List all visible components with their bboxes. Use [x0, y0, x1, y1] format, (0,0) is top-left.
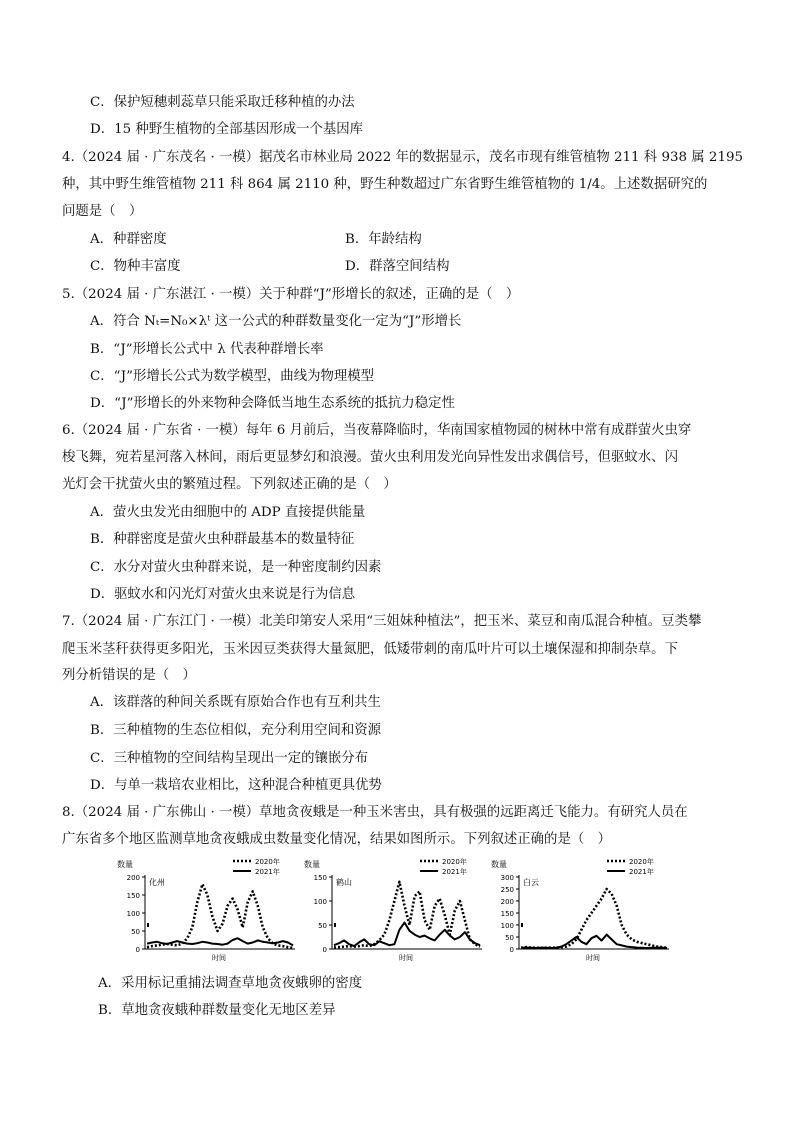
series-line-2021 [334, 923, 480, 947]
q7-option-d: D．与单一栽培农业相比，这种混合种植更具优势 [90, 778, 382, 793]
y-axis-label: 数量 [117, 860, 133, 869]
q4-option-a: A．种群密度 [90, 232, 167, 247]
q4-option-d: D．群落空间结构 [345, 259, 450, 274]
q6-stem-line2: 梭飞舞，宛若星河落入林间，雨后更显梦幻和浪漫。萤火虫利用发光向异性发出求偶信号，但驱蚊水、闪 [62, 450, 678, 465]
series-line-2021 [521, 935, 667, 948]
q8-option-b: B．草地贪夜蛾种群数量变化无地区差异 [98, 1003, 336, 1018]
q7-stem-line3: 列分析错误的是（ ） [62, 668, 196, 683]
y-tick-label: 200 [126, 874, 140, 882]
q6-stem-line1: 6.（2024 届 · 广东省 · 一模）每年 6 月前后，当夜幕降临时，华南国家植物园的树林中常有成群萤火虫穿 [62, 423, 692, 438]
y-tick-label: 100 [313, 898, 327, 906]
legend-label: 2021年 [629, 868, 654, 876]
y-tick-label: 50 [505, 934, 514, 942]
x-axis-label: 时间 [212, 954, 226, 962]
q7-option-c: C．三种植物的空间结构呈现出一定的镶嵌分布 [90, 751, 369, 766]
chart-title: 鹤山 [336, 878, 352, 887]
q5-option-c: C．“J”形增长公式为数学模型，曲线为物理模型 [90, 369, 375, 384]
q5-option-d: D．“J”形增长的外来物种会降低当地生态系统的抵抗力稳定性 [90, 396, 455, 411]
chart-huazhou [115, 857, 301, 967]
q6-stem-line3: 光灯会干扰萤火虫的繁殖过程。下列叙述正确的是（ ） [62, 477, 397, 492]
y-tick-label: 0 [509, 946, 514, 954]
y-axis-label: 数量 [304, 860, 320, 869]
q8-stem-line2: 广东省多个地区监测草地贪夜蛾成虫数量变化情况，结果如图所示。下列叙述正确的是（ ） [62, 832, 612, 847]
y-tick-label: 150 [500, 910, 514, 918]
q4-stem-line1: 4.（2024 届 · 广东茂名 · 一模）据茂名市林业局 2022 年的数据显示，茂名市现有维管植物 211 科 938 属 2195 [62, 150, 743, 165]
chart-title: 白云 [523, 878, 539, 887]
y-tick-label: 300 [500, 874, 514, 882]
legend-label: 2020年 [629, 858, 654, 866]
y-tick-label: 150 [313, 874, 327, 882]
y-tick-label: 0 [135, 946, 140, 954]
q3-option-c: C．保护短穗刺蕊草只能采取迁移种植的办法 [90, 95, 355, 110]
q4-stem-line2: 种，其中野生维管植物 211 科 864 属 2110 种，野生种数超过广东省野生维管植物的 1/4。上述数据研究的 [62, 177, 708, 192]
y-tick-label: 200 [500, 898, 514, 906]
y-tick-label: 250 [500, 886, 514, 894]
legend-label: 2021年 [255, 868, 280, 876]
chart-baiyun-svg [489, 857, 675, 967]
q7-stem-line1: 7.（2024 届 · 广东江门 · 一模）北美印第安人采用“三姐妹种植法”，把玉米、菜豆和南瓜混合种植。豆类攀 [62, 614, 702, 629]
q4-option-b: B．年龄结构 [345, 232, 422, 247]
q8-option-a: A．采用标记重捕法调查草地贪夜蛾卵的密度 [98, 976, 363, 991]
q4-stem-line3: 问题是（ ） [62, 204, 143, 219]
q5-option-a: A．符合 Nₜ=N₀×λᵗ 这一公式的种群数量变化一定为“J”形增长 [90, 314, 462, 329]
legend-label: 2020年 [442, 858, 467, 866]
q8-figure [115, 857, 675, 967]
legend-label: 2021年 [442, 868, 467, 876]
y-tick-label: 50 [318, 922, 327, 930]
chart-huazhou-svg [115, 857, 301, 967]
q7-option-a: A．该群落的种间关系既有原始合作也有互利共生 [90, 695, 381, 710]
legend-label: 2020年 [255, 858, 280, 866]
chart-baiyun [489, 857, 675, 967]
x-axis-label: 时间 [399, 954, 413, 962]
chart-heshan-svg [302, 857, 488, 967]
q6-option-b: B．种群密度是萤火虫种群最基本的数量特征 [90, 532, 355, 547]
q6-option-c: C．水分对萤火虫种群来说，是一种密度制约因素 [90, 560, 382, 575]
y-tick-label: 50 [131, 928, 140, 936]
series-line-2020 [521, 889, 667, 948]
q7-stem-line2: 爬玉米茎秆获得更多阳光，玉米因豆类获得大量氮肥，低矮带刺的南瓜叶片可以土壤保湿和抑制杂草。下 [62, 642, 678, 657]
q4-option-c: C．物种丰富度 [90, 259, 181, 274]
q8-stem-line1: 8.（2024 届 · 广东佛山 · 一模）草地贪夜蛾是一种玉米害虫，具有极强的远距离迁飞能力。有研究人员在 [62, 805, 688, 820]
series-line-2021 [147, 938, 293, 945]
q3-option-d: D．15 种野生植物的全部基因形成一个基因库 [90, 122, 364, 137]
y-tick-label: 150 [126, 892, 140, 900]
chart-heshan [302, 857, 488, 967]
q7-option-b: B．三种植物的生态位相似，充分利用空间和资源 [90, 723, 382, 738]
x-axis-label: 时间 [586, 954, 600, 962]
q6-option-a: A．萤火虫发光由细胞中的 ADP 直接提供能量 [90, 505, 366, 520]
series-line-2020 [147, 884, 293, 948]
q5-option-b: B．“J”形增长公式中 λ 代表种群增长率 [90, 342, 324, 357]
chart-title: 化州 [149, 878, 165, 887]
q6-option-d: D．驱蚊水和闪光灯对萤火虫来说是行为信息 [90, 587, 356, 602]
y-axis-label: 数量 [491, 860, 507, 869]
q5-stem: 5.（2024 届 · 广东湛江 · 一模）关于种群“J”形增长的叙述，正确的是（ ） [62, 287, 520, 302]
y-tick-label: 100 [500, 922, 514, 930]
y-tick-label: 0 [322, 946, 327, 954]
y-tick-label: 100 [126, 910, 140, 918]
